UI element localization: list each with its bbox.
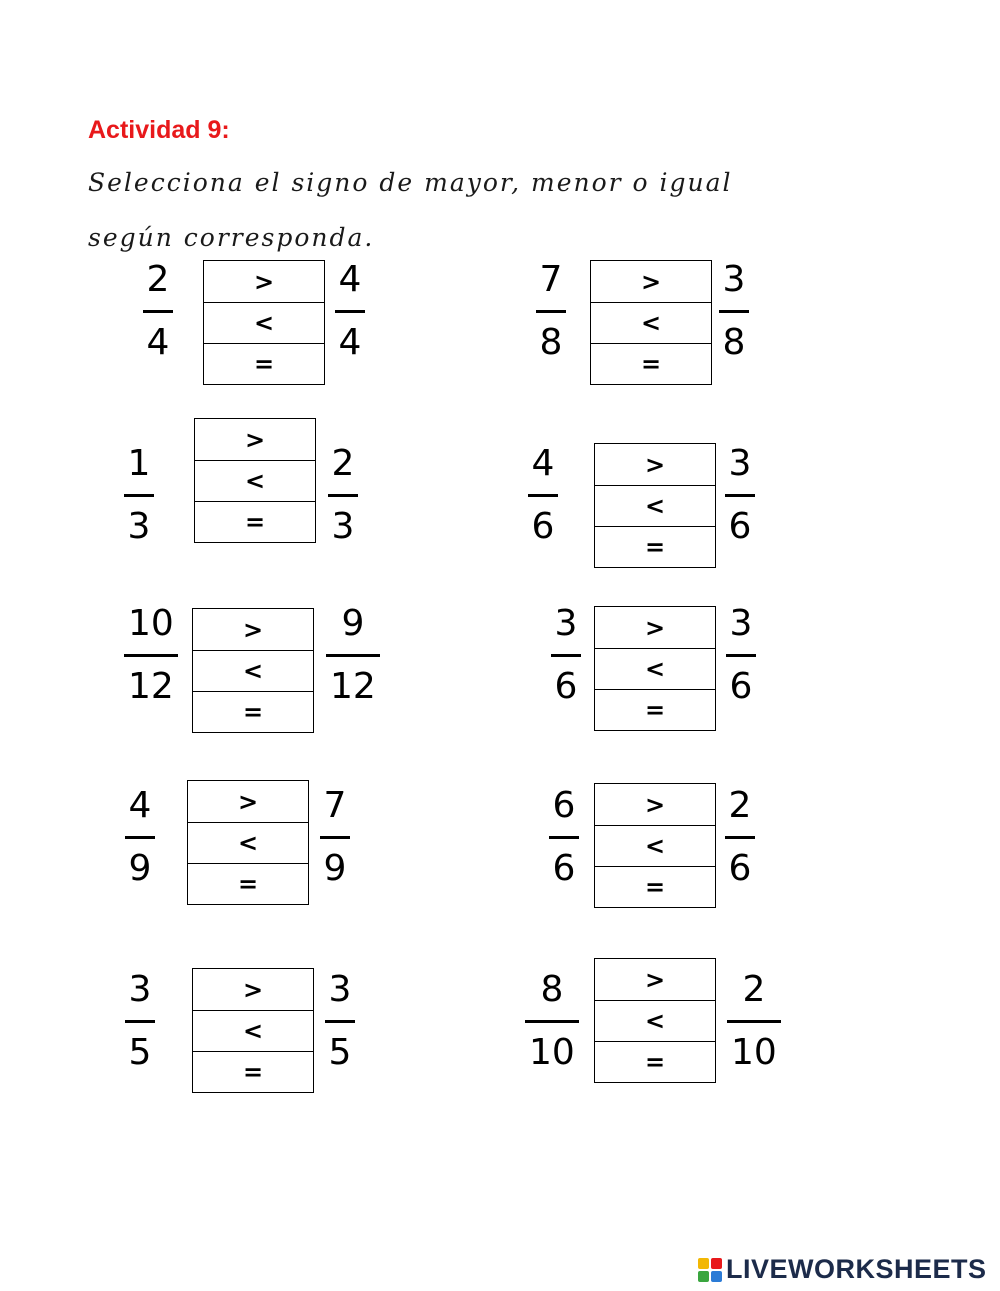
fraction-bar bbox=[125, 1020, 156, 1023]
activity-title: Actividad 9: bbox=[88, 116, 230, 144]
numerator: 9 bbox=[341, 603, 365, 644]
numerator: 1 bbox=[127, 443, 151, 484]
fraction-left-3 bbox=[124, 443, 155, 547]
fraction-right-2 bbox=[719, 259, 750, 363]
greater-than-option[interactable]: > bbox=[644, 790, 666, 819]
numerator: 2 bbox=[728, 785, 752, 826]
denominator: 12 bbox=[128, 666, 174, 707]
greater-than-option[interactable]: > bbox=[242, 975, 264, 1004]
equal-option[interactable]: = bbox=[591, 343, 711, 384]
less-than-option[interactable]: < bbox=[193, 1010, 313, 1051]
greater-than-option[interactable]: > bbox=[644, 450, 666, 479]
fraction-bar bbox=[143, 310, 174, 313]
fraction-right-6 bbox=[726, 603, 757, 707]
denominator: 6 bbox=[554, 666, 578, 707]
less-than-option[interactable]: < bbox=[595, 648, 715, 689]
fraction-left-5 bbox=[124, 603, 178, 707]
equal-option[interactable]: = bbox=[595, 1041, 715, 1082]
greater-than-option[interactable]: > bbox=[244, 425, 266, 454]
greater-than-option[interactable]: > bbox=[242, 615, 264, 644]
denominator: 5 bbox=[328, 1032, 352, 1073]
greater-than-option[interactable]: > bbox=[644, 613, 666, 642]
fraction-bar bbox=[326, 654, 380, 657]
comparison-selector-1[interactable] bbox=[203, 260, 325, 385]
less-than-option[interactable]: < bbox=[595, 485, 715, 526]
equal-option[interactable]: = bbox=[595, 526, 715, 567]
numerator: 3 bbox=[729, 603, 753, 644]
fraction-left-6 bbox=[551, 603, 582, 707]
fraction-left-8 bbox=[549, 785, 580, 889]
numerator: 2 bbox=[146, 259, 170, 300]
numerator: 8 bbox=[540, 969, 564, 1010]
numerator: 7 bbox=[323, 785, 347, 826]
fraction-left-4 bbox=[528, 443, 559, 547]
comparison-selector-4[interactable] bbox=[594, 443, 716, 568]
denominator: 5 bbox=[128, 1032, 152, 1073]
numerator: 3 bbox=[328, 969, 352, 1010]
comparison-selector-10[interactable] bbox=[594, 958, 716, 1083]
denominator: 6 bbox=[552, 848, 576, 889]
denominator: 8 bbox=[722, 322, 746, 363]
greater-than-option[interactable]: > bbox=[640, 267, 662, 296]
comparison-selector-2[interactable] bbox=[590, 260, 712, 385]
equal-option[interactable]: = bbox=[204, 343, 324, 384]
fraction-right-10 bbox=[727, 969, 781, 1073]
denominator: 12 bbox=[330, 666, 376, 707]
greater-than-option[interactable]: > bbox=[253, 267, 275, 296]
fraction-left-2 bbox=[536, 259, 567, 363]
comparison-selector-6[interactable] bbox=[594, 606, 716, 731]
numerator: 6 bbox=[552, 785, 576, 826]
denominator: 10 bbox=[529, 1032, 575, 1073]
less-than-option[interactable]: < bbox=[188, 822, 308, 863]
fraction-left-1 bbox=[143, 259, 174, 363]
fraction-right-3 bbox=[328, 443, 359, 547]
denominator: 4 bbox=[338, 322, 362, 363]
fraction-bar bbox=[328, 494, 359, 497]
fraction-left-10 bbox=[525, 969, 579, 1073]
liveworksheets-logo bbox=[698, 1254, 987, 1285]
fraction-right-1 bbox=[335, 259, 366, 363]
numerator: 4 bbox=[128, 785, 152, 826]
equal-option[interactable]: = bbox=[193, 691, 313, 732]
numerator: 4 bbox=[531, 443, 555, 484]
equal-option[interactable]: = bbox=[193, 1051, 313, 1092]
fraction-right-5 bbox=[326, 603, 380, 707]
denominator: 6 bbox=[728, 506, 752, 547]
numerator: 2 bbox=[331, 443, 355, 484]
equal-option[interactable]: = bbox=[195, 501, 315, 542]
less-than-option[interactable]: < bbox=[591, 302, 711, 343]
fraction-left-9 bbox=[125, 969, 156, 1073]
comparison-selector-9[interactable] bbox=[192, 968, 314, 1093]
fraction-bar bbox=[551, 654, 582, 657]
fraction-bar bbox=[528, 494, 559, 497]
fraction-right-8 bbox=[725, 785, 756, 889]
denominator: 8 bbox=[539, 322, 563, 363]
brand-name: LIVEWORKSHEETS bbox=[726, 1254, 987, 1284]
greater-than-option[interactable]: > bbox=[237, 787, 259, 816]
fraction-bar bbox=[727, 1020, 781, 1023]
fraction-bar bbox=[124, 654, 178, 657]
fraction-bar bbox=[125, 836, 156, 839]
denominator: 10 bbox=[731, 1032, 777, 1073]
instruction-text: Selecciona el signo de mayor, menor o igual según corresponda. bbox=[88, 168, 733, 252]
fraction-bar bbox=[525, 1020, 579, 1023]
comparison-selector-7[interactable] bbox=[187, 780, 309, 905]
fraction-right-7 bbox=[320, 785, 351, 889]
fraction-right-4 bbox=[725, 443, 756, 547]
fraction-bar bbox=[726, 654, 757, 657]
fraction-bar bbox=[124, 494, 155, 497]
numerator: 3 bbox=[554, 603, 578, 644]
denominator: 6 bbox=[728, 848, 752, 889]
less-than-option[interactable]: < bbox=[193, 650, 313, 691]
comparison-selector-3[interactable] bbox=[194, 418, 316, 543]
fraction-bar bbox=[325, 1020, 356, 1023]
denominator: 4 bbox=[146, 322, 170, 363]
fraction-right-9 bbox=[325, 969, 356, 1073]
numerator: 3 bbox=[728, 443, 752, 484]
less-than-option[interactable]: < bbox=[204, 302, 324, 343]
denominator: 9 bbox=[128, 848, 152, 889]
fraction-bar bbox=[719, 310, 750, 313]
numerator: 7 bbox=[539, 259, 563, 300]
numerator: 3 bbox=[128, 969, 152, 1010]
less-than-option[interactable]: < bbox=[195, 460, 315, 501]
logo-icon bbox=[698, 1258, 722, 1282]
fraction-bar bbox=[335, 310, 366, 313]
denominator: 6 bbox=[729, 666, 753, 707]
numerator: 4 bbox=[338, 259, 362, 300]
fraction-bar bbox=[725, 836, 756, 839]
denominator: 9 bbox=[323, 848, 347, 889]
fraction-bar bbox=[536, 310, 567, 313]
fraction-bar bbox=[549, 836, 580, 839]
numerator: 2 bbox=[742, 969, 766, 1010]
comparison-selector-8[interactable] bbox=[594, 783, 716, 908]
equal-option[interactable]: = bbox=[595, 689, 715, 730]
numerator: 3 bbox=[722, 259, 746, 300]
greater-than-option[interactable]: > bbox=[644, 965, 666, 994]
denominator: 3 bbox=[331, 506, 355, 547]
denominator: 3 bbox=[127, 506, 151, 547]
fraction-left-7 bbox=[125, 785, 156, 889]
equal-option[interactable]: = bbox=[188, 863, 308, 904]
fraction-bar bbox=[320, 836, 351, 839]
less-than-option[interactable]: < bbox=[595, 1000, 715, 1041]
fraction-bar bbox=[725, 494, 756, 497]
comparison-selector-5[interactable] bbox=[192, 608, 314, 733]
denominator: 6 bbox=[531, 506, 555, 547]
numerator: 10 bbox=[128, 603, 174, 644]
equal-option[interactable]: = bbox=[595, 866, 715, 907]
less-than-option[interactable]: < bbox=[595, 825, 715, 866]
